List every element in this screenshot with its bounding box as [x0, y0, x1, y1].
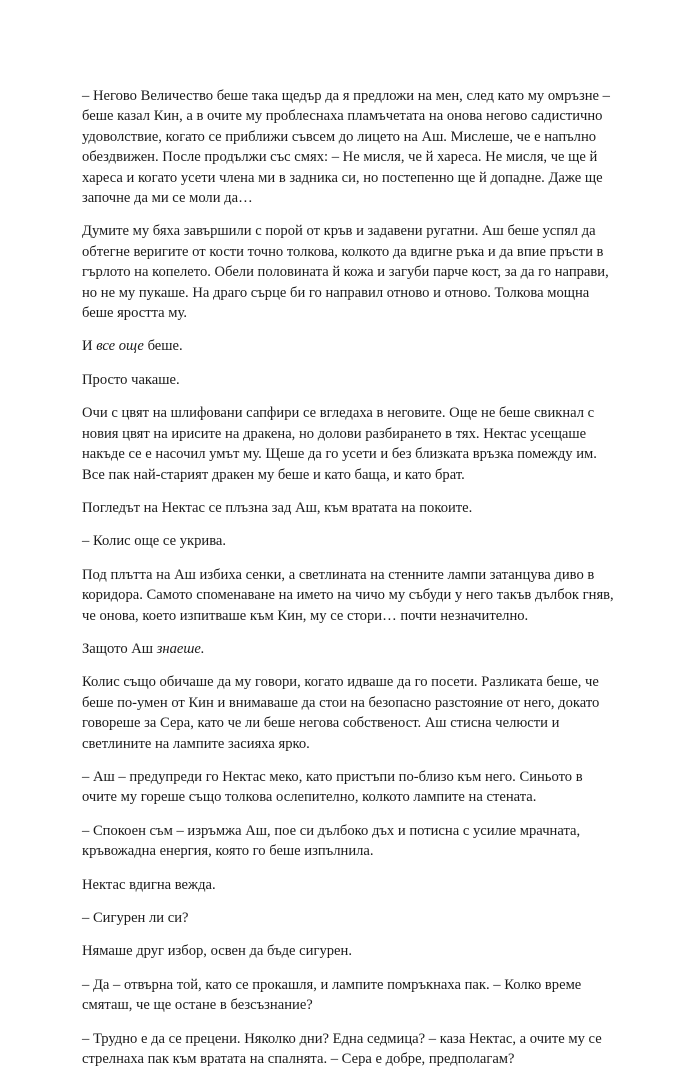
- paragraph: [82, 86, 620, 208]
- text-run: Защото Аш: [82, 640, 157, 657]
- text-run: И: [82, 338, 97, 355]
- text-run: Нектас вдигна вежда.: [82, 876, 216, 893]
- paragraph: [82, 531, 620, 551]
- text-run: Думите му бяха завършили с порой от кръв и задавени ругатни. Аш беше успял да обтегне веригите от кости точно толкова, колкото да вдигне ръка и да впие пръсти в гърлото на копелето. Обели половината й кожа и загуби парче кост, за да го направи, но не му пукаше. На драго сърце би го направил отново и отново. Толкова мощна беше яростта му.: [82, 223, 609, 322]
- text-run: – Сигурен ли си?: [82, 910, 189, 926]
- text-run: – Спокоен съм – изръмжа Аш, пое си дълбоко дъх и потисна с усилие мрачната, кръвожадна енергия, която го беше изпълнила.: [82, 822, 581, 860]
- paragraph: [82, 875, 620, 895]
- text-run: Под плътта на Аш избиха сенки, а светлината на стенните лампи затанцува диво в коридора. Самото споменаване на името на чичо му събуди у него такъв дълбок гняв, че онова, което изпитваше към Кин, му се стори… почти незначително.: [82, 566, 614, 624]
- paragraph: [82, 639, 620, 659]
- text-run: беше.: [143, 338, 183, 355]
- text-run: – Колис още се укрива.: [82, 533, 227, 550]
- document-body: [82, 86, 620, 1069]
- paragraph: [82, 767, 620, 808]
- text-run: – Да – отвърна той, като се прокашля, и лампите помръкнаха пак. – Колко време смяташ, че ще остане в безсъзнание?: [82, 976, 582, 1014]
- text-run: – Негово Величество беше така щедър да я предложи на мен, след като му омръзне – беше казал Кин, а в очите му проблеснаха пламъчетата на онова негово садистично удоволствие, когато се приближи съвсем до лицето на Аш. Мислеше, че е напълно обездвижен. После продължи със смях: – Не мисля, че й хареса. Не мисля, че ще й хареса и когато усети члена ми в задника си, но постепенно ще й допадне. Даже ще започне да ми се моли да…: [82, 88, 610, 207]
- text-run: Колис също обичаше да му говори, когато идваше да го посети. Разликата беше, че беше по-умен от Кин и внимаваше да стои на безопасно разстояние от него, докато говореше за Сера, като че ли беше негова собственост. Аш стисна челюсти и светлините на лампите засияха ярко.: [82, 674, 600, 752]
- italic-text: знаеше.: [156, 640, 205, 657]
- text-run: Очи с цвят на шлифовани сапфири се вгледаха в неговите. Още не беше свикнал с новия цвят на ирисите на дракена, но долови разбирането в тях. Нектас усещаше накъде се е насочил умът му. Щеше да го усети и без близката връзка помежду им. Все пак най-старият дракен му беше и като баща, и като брат.: [82, 405, 597, 483]
- paragraph: [82, 908, 620, 928]
- text-run: Нямаше друг избор, освен да бъде сигурен.: [82, 943, 352, 960]
- paragraph: [82, 672, 620, 754]
- paragraph: [82, 821, 620, 862]
- paragraph: [82, 336, 620, 356]
- paragraph: [82, 941, 620, 961]
- text-run: Просто чакаше.: [82, 371, 180, 388]
- text-run: Погледът на Нектас се плъзна зад Аш, към вратата на покоите.: [82, 499, 473, 516]
- italic-text: все още: [96, 338, 144, 355]
- text-run: – Трудно е да се прецени. Няколко дни? Една седмица? – каза Нектас, а очите му се стрелнаха пак към вратата на спалнята. – Сера е добре, предполагам?: [82, 1030, 602, 1068]
- paragraph: [82, 370, 620, 390]
- paragraph: [82, 221, 620, 323]
- paragraph: [82, 975, 620, 1016]
- paragraph: [82, 565, 620, 626]
- paragraph: [82, 498, 620, 518]
- paragraph: [82, 1029, 620, 1069]
- paragraph: [82, 403, 620, 485]
- text-run: – Аш – предупреди го Нектас меко, като пристъпи по-близо към него. Синьото в очите му гореше също толкова ослепително, колкото лампите на стената.: [82, 768, 583, 806]
